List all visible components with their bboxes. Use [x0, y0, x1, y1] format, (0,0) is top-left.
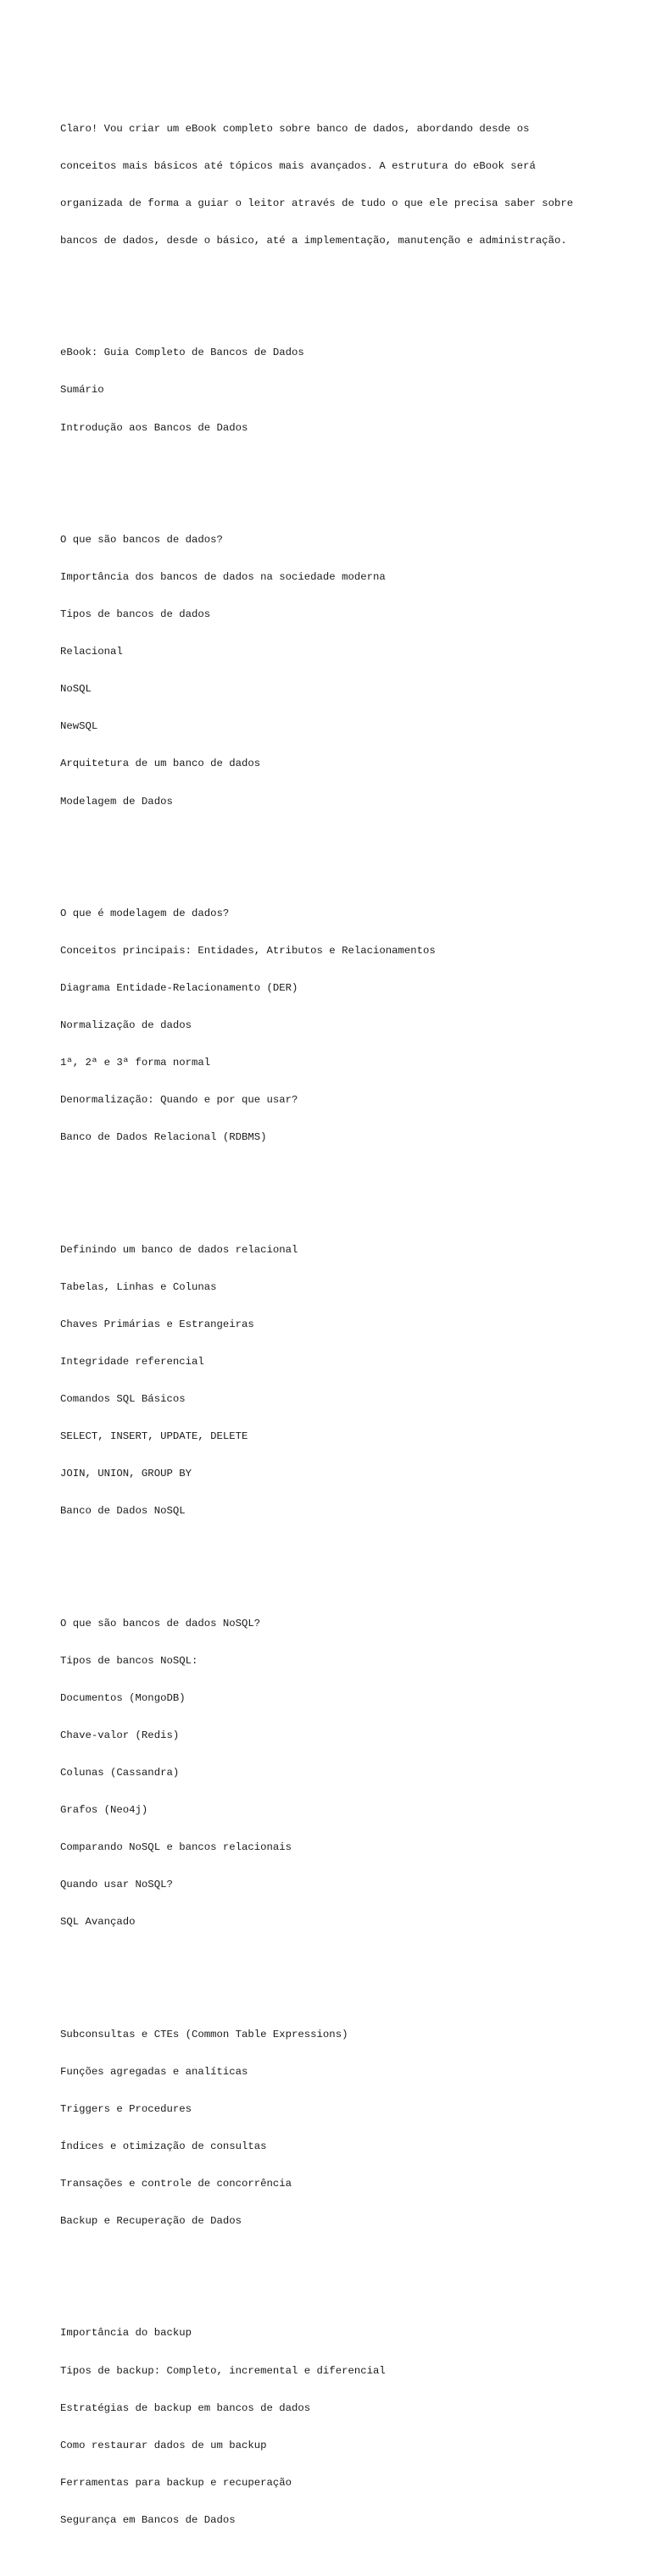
toc-item: Tipos de backup: Completo, incremental e diferencial — [60, 2364, 386, 2377]
section-nosql — [60, 1592, 637, 1953]
toc-heading: Backup e Recuperação de Dados — [60, 2215, 242, 2228]
toc-item: Conceitos principais: Entidades, Atributos e Relacionamentos — [60, 944, 436, 957]
toc-item: Colunas (Cassandra) — [60, 1767, 180, 1779]
toc-item: NoSQL — [60, 683, 92, 696]
toc-item: Tipos de bancos NoSQL: — [60, 1654, 198, 1667]
ebook-title: eBook: Guia Completo de Bancos de Dados — [60, 347, 304, 359]
toc-item: Estratégias de backup em bancos de dados — [60, 2401, 311, 2414]
toc-heading: SQL Avançado — [60, 1916, 136, 1929]
toc-item: Subconsultas e CTEs (Common Table Expressions) — [60, 2028, 348, 2040]
intro-line: Claro! Vou criar um eBook completo sobre banco de dados, abordando desde os — [60, 122, 530, 135]
intro-line: bancos de dados, desde o básico, até a implementação, manutenção e administração. — [60, 235, 567, 247]
toc-item: Normalização de dados — [60, 1019, 192, 1032]
toc-item: Integridade referencial — [60, 1355, 204, 1368]
section-introduction — [60, 508, 637, 832]
toc-item: Quando usar NoSQL? — [60, 1879, 173, 1891]
toc-item: Documentos (MongoDB) — [60, 1691, 186, 1704]
toc-heading: Banco de Dados Relacional (RDBMS) — [60, 1131, 267, 1144]
toc-item: SELECT, INSERT, UPDATE, DELETE — [60, 1430, 248, 1443]
section-modeling — [60, 882, 637, 1169]
toc-item: Comandos SQL Básicos — [60, 1393, 186, 1406]
toc-item: NewSQL — [60, 720, 98, 733]
intro-paragraph — [60, 97, 637, 272]
toc-item: Arquitetura de um banco de dados — [60, 758, 261, 770]
toc-item: O que é modelagem de dados? — [60, 907, 230, 919]
toc-item: Diagrama Entidade-Relacionamento (DER) — [60, 982, 298, 995]
toc-item: Relacional — [60, 646, 123, 658]
toc-item: Chaves Primárias e Estrangeiras — [60, 1318, 254, 1330]
toc-heading: Segurança em Bancos de Dados — [60, 2513, 236, 2526]
toc-heading: Modelagem de Dados — [60, 795, 173, 808]
section-backup — [60, 2302, 637, 2551]
toc-item: Funções agregadas e analíticas — [60, 2065, 248, 2078]
summary-heading: Sumário — [60, 384, 104, 397]
toc-heading: Introdução aos Bancos de Dados — [60, 421, 248, 434]
toc-item: Ferramentas para backup e recuperação — [60, 2476, 292, 2489]
toc-item: JOIN, UNION, GROUP BY — [60, 1468, 192, 1480]
toc-item: Índices e otimização de consultas — [60, 2140, 267, 2152]
toc-item: Tabelas, Linhas e Colunas — [60, 1280, 217, 1293]
intro-line: conceitos mais básicos até tópicos mais avançados. A estrutura do eBook será — [60, 159, 536, 172]
toc-item: Importância do backup — [60, 2327, 192, 2340]
section-advanced-sql — [60, 2003, 637, 2252]
intro-line: organizada de forma a guiar o leitor através de tudo o que ele precisa saber sobre — [60, 197, 574, 209]
toc-heading: Banco de Dados NoSQL — [60, 1505, 186, 1518]
toc-item: 1ª, 2ª e 3ª forma normal — [60, 1057, 211, 1069]
toc-item: Definindo um banco de dados relacional — [60, 1243, 298, 1256]
toc-item: Chave-valor (Redis) — [60, 1729, 180, 1741]
toc-item: Importância dos bancos de dados na sociedade moderna — [60, 570, 386, 583]
toc-item: O que são bancos de dados? — [60, 533, 223, 546]
toc-item: Transações e controle de concorrência — [60, 2178, 292, 2190]
toc-item: Denormalização: Quando e por que usar? — [60, 1094, 298, 1107]
toc-item: Comparando NoSQL e bancos relacionais — [60, 1841, 292, 1854]
section-title-block — [60, 322, 637, 459]
toc-item: Triggers e Procedures — [60, 2102, 192, 2115]
toc-item: Tipos de bancos de dados — [60, 608, 211, 621]
document-page — [60, 73, 637, 2576]
section-relational — [60, 1219, 637, 1542]
toc-item: O que são bancos de dados NoSQL? — [60, 1617, 261, 1629]
toc-item: Grafos (Neo4j) — [60, 1804, 148, 1817]
toc-item: Como restaurar dados de um backup — [60, 2439, 267, 2451]
